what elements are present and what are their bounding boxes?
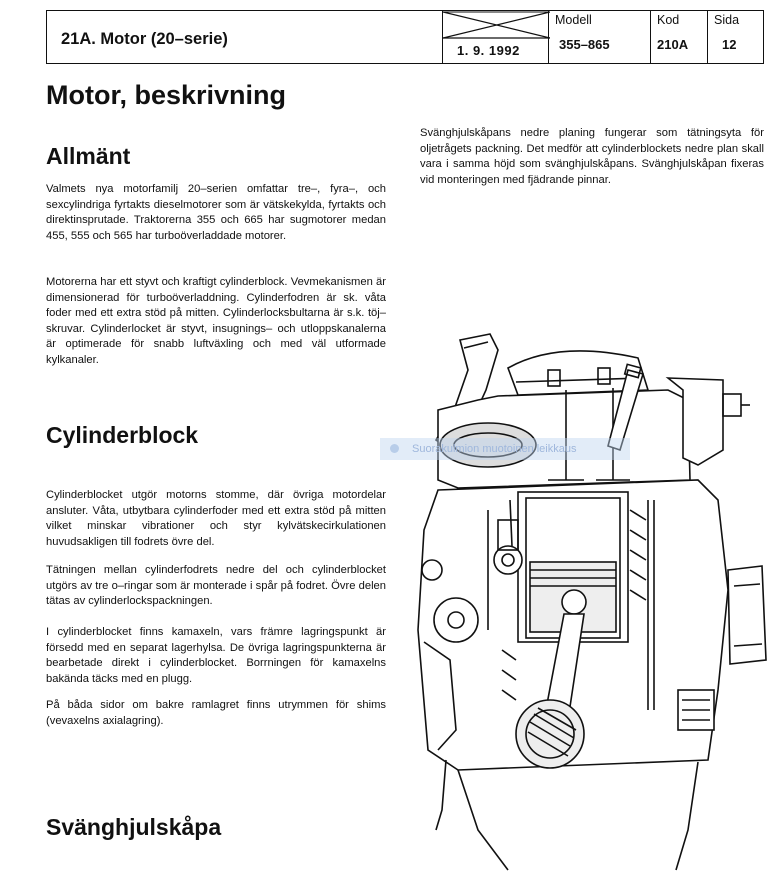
header-model-cell: [548, 10, 651, 64]
sida-label: Sida: [714, 13, 740, 27]
paragraph-cylinderblock-3: I cylinderblocket finns kamaxeln, vars främre lagringspunkt är försedd med en separat lagerhylsa. De övriga lagringspunkterna är bearbetade direkt i cylinderblocket. Borrningen för kamaxelns bakända täcks med en plugg.: [46, 626, 386, 685]
page-title: Motor, beskrivning: [46, 80, 287, 110]
header-title-cell: [46, 10, 443, 64]
paragraph-allmant-1: Valmets nya motorfamilj 20–serien omfattar tre–, fyra–, och sexcylindriga fyrtakts dieselmotorer som är vätskekylda, fyrtakts och direktinsprutade. Traktorerna 355 och 665 har sugmotorer medan 455, 555 och 565 har turboöverladdade motorer.: [46, 183, 386, 242]
model-value: 355–865: [559, 37, 610, 52]
heading-cylinderblock: Cylinderblock: [46, 422, 199, 448]
paragraph-svanghjulskapa: Svänghjulskåpans nedre planing fungerar som tätningsyta för oljetrågets packning. Det medför att cylinderblockets nedre plan skall vara i samma höjd som svänghjulskåpans. Svänghjulskåpan fixeras vid monteringen med fjädrande pinnar.: [420, 127, 764, 186]
kod-label: Kod: [657, 13, 680, 27]
kod-value: 210A: [657, 37, 689, 52]
heading-svanghjulskapa: Svänghjulskåpa: [46, 814, 222, 840]
selection-overlay[interactable]: [380, 438, 630, 460]
engine-cross-section-illustration: [398, 330, 775, 872]
document-header: [46, 10, 764, 64]
paragraph-cylinderblock-2: Tätningen mellan cylinderfodrets nedre del och cylinderblocket utgörs av tre o–ringar som är monterade i spår på fodret. Övre delen tätas av cylinderlockspackningen.: [46, 564, 386, 607]
paragraph-cylinderblock-4: På båda sidor om bakre ramlagret finns utrymmen för shims (vevaxelns axialagring).: [46, 699, 386, 727]
sida-value: 12: [722, 37, 737, 52]
header-sida-cell: [707, 10, 764, 64]
header-date-cell: [442, 10, 549, 64]
overlay-label: Suorakulmion muotoinen leikkaus: [412, 443, 577, 455]
header-kod-cell: [650, 10, 708, 64]
paragraph-allmant-2: Motorerna har ett styvt och kraftigt cylinderblock. Vevmekanismen är dimensionerad för turboöverladdning. Cylinderfodren är sk. våta foder med ett extra stöd på mitten. Cylinderlocksbultarna är s.k. töj–skruvar. Cylinderlocket är styvt, insugnings– och utloppskanalerna är optimerade för snabb luftväxling och med väl utformade kylkanaler.: [46, 276, 386, 366]
heading-allmant: Allmänt: [46, 143, 131, 169]
header-title: 21A. Motor (20–serie): [61, 30, 228, 48]
paragraph-cylinderblock-1: Cylinderblocket utgör motorns stomme, där övriga motordelar ansluter. Våta, utbytbara cylinderfoder med ett extra stöd på mitten vilket minskar vibrationer och styr kylvätskecirkulationen huvudsakligen till fodrets övre del.: [46, 489, 386, 548]
record-dot-icon: [390, 444, 399, 453]
header-date: 1. 9. 1992: [457, 43, 520, 58]
model-label: Modell: [555, 13, 592, 27]
